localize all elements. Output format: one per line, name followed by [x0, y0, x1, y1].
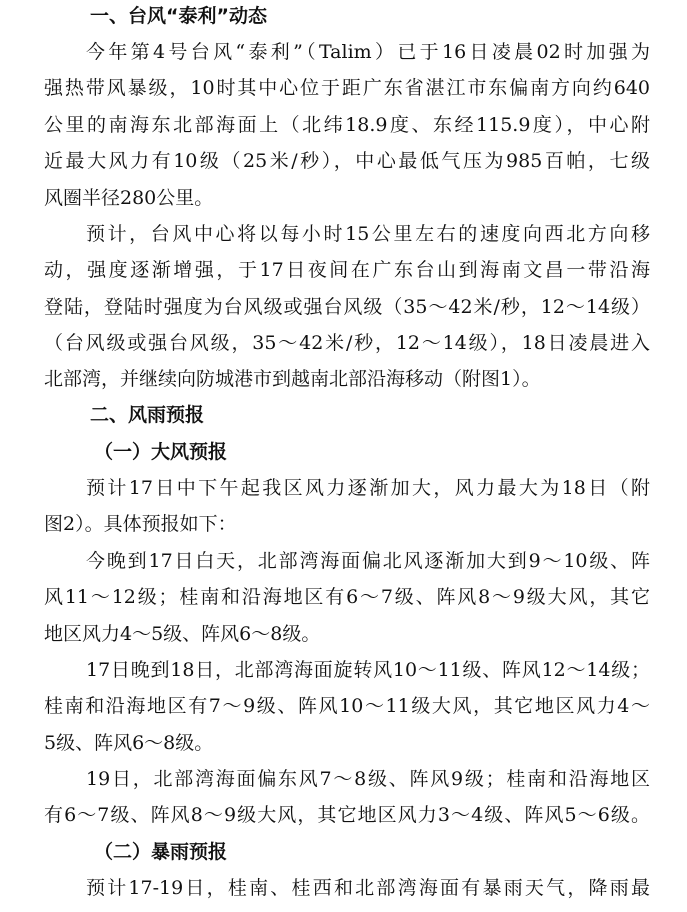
paragraph-line: 5级、阵风6～8级。 [44, 732, 214, 754]
paragraph-line: 今年第4号台风“泰利”（Talim）已于16日凌晨02时加强为 [86, 41, 650, 63]
paragraph-line: 风圈半径280公里。 [44, 187, 214, 209]
section-heading-wind-rain-forecast: 二、风雨预报 [90, 404, 205, 426]
paragraph-line: 图2）。具体预报如下： [44, 513, 237, 535]
paragraph-line: 登陆，登陆时强度为台风级或强台风级（35～42米/秒，12～14级） [44, 296, 650, 318]
paragraph-line: （台风级或强台风级，35～42米/秒，12～14级），18日凌晨进入 [44, 332, 650, 354]
paragraph-line: 北部湾，并继续向防城港市到越南北部沿海移动（附图1）。 [44, 368, 541, 390]
subsection-heading-rainstorm-forecast: （二）暴雨预报 [94, 841, 228, 863]
paragraph-line: 桂南和沿海地区有7～9级、阵风10～11级大风，其它地区风力4～ [44, 695, 650, 717]
paragraph-line: 预计，台风中心将以每小时15公里左右的速度向西北方向移 [86, 223, 650, 245]
paragraph-line: 公里的南海东北部海面上（北纬18.9度、东经115.9度），中心附 [44, 114, 650, 136]
paragraph-line: 今晚到17日白天，北部湾海面偏北风逐渐加大到9～10级、阵 [86, 550, 650, 572]
paragraph-line: 风11～12级；桂南和沿海地区有6～7级、阵风8～9级大风，其它 [44, 586, 650, 608]
paragraph-line: 强热带风暴级，10时其中心位于距广东省湛江市东偏南方向约640 [44, 77, 650, 99]
paragraph-line: 近最大风力有10级（25米/秒），中心最低气压为985百帕，七级 [44, 150, 650, 172]
paragraph-line: 有6～7级、阵风8～9级大风，其它地区风力3～4级、阵风5～6级。 [44, 804, 650, 826]
paragraph-line: 17日晚到18日，北部湾海面旋转风10～11级、阵风12～14级； [86, 659, 650, 681]
section-heading-typhoon-status: 一、台风“泰利”动态 [90, 5, 267, 27]
paragraph-line: 动，强度逐渐增强，于17日夜间在广东台山到海南文昌一带沿海 [44, 259, 650, 281]
paragraph-line: 地区风力4～5级、阵风6～8级。 [44, 623, 321, 645]
paragraph-line: 预计17-19日，桂南、桂西和北部湾海面有暴雨天气，降雨最 [86, 877, 650, 899]
paragraph-line: 预计17日中下午起我区风力逐渐加大，风力最大为18日（附 [86, 477, 650, 499]
paragraph-line: 19日，北部湾海面偏东风7～8级、阵风9级；桂南和沿海地区 [86, 768, 650, 790]
subsection-heading-wind-forecast: （一）大风预报 [94, 441, 228, 463]
